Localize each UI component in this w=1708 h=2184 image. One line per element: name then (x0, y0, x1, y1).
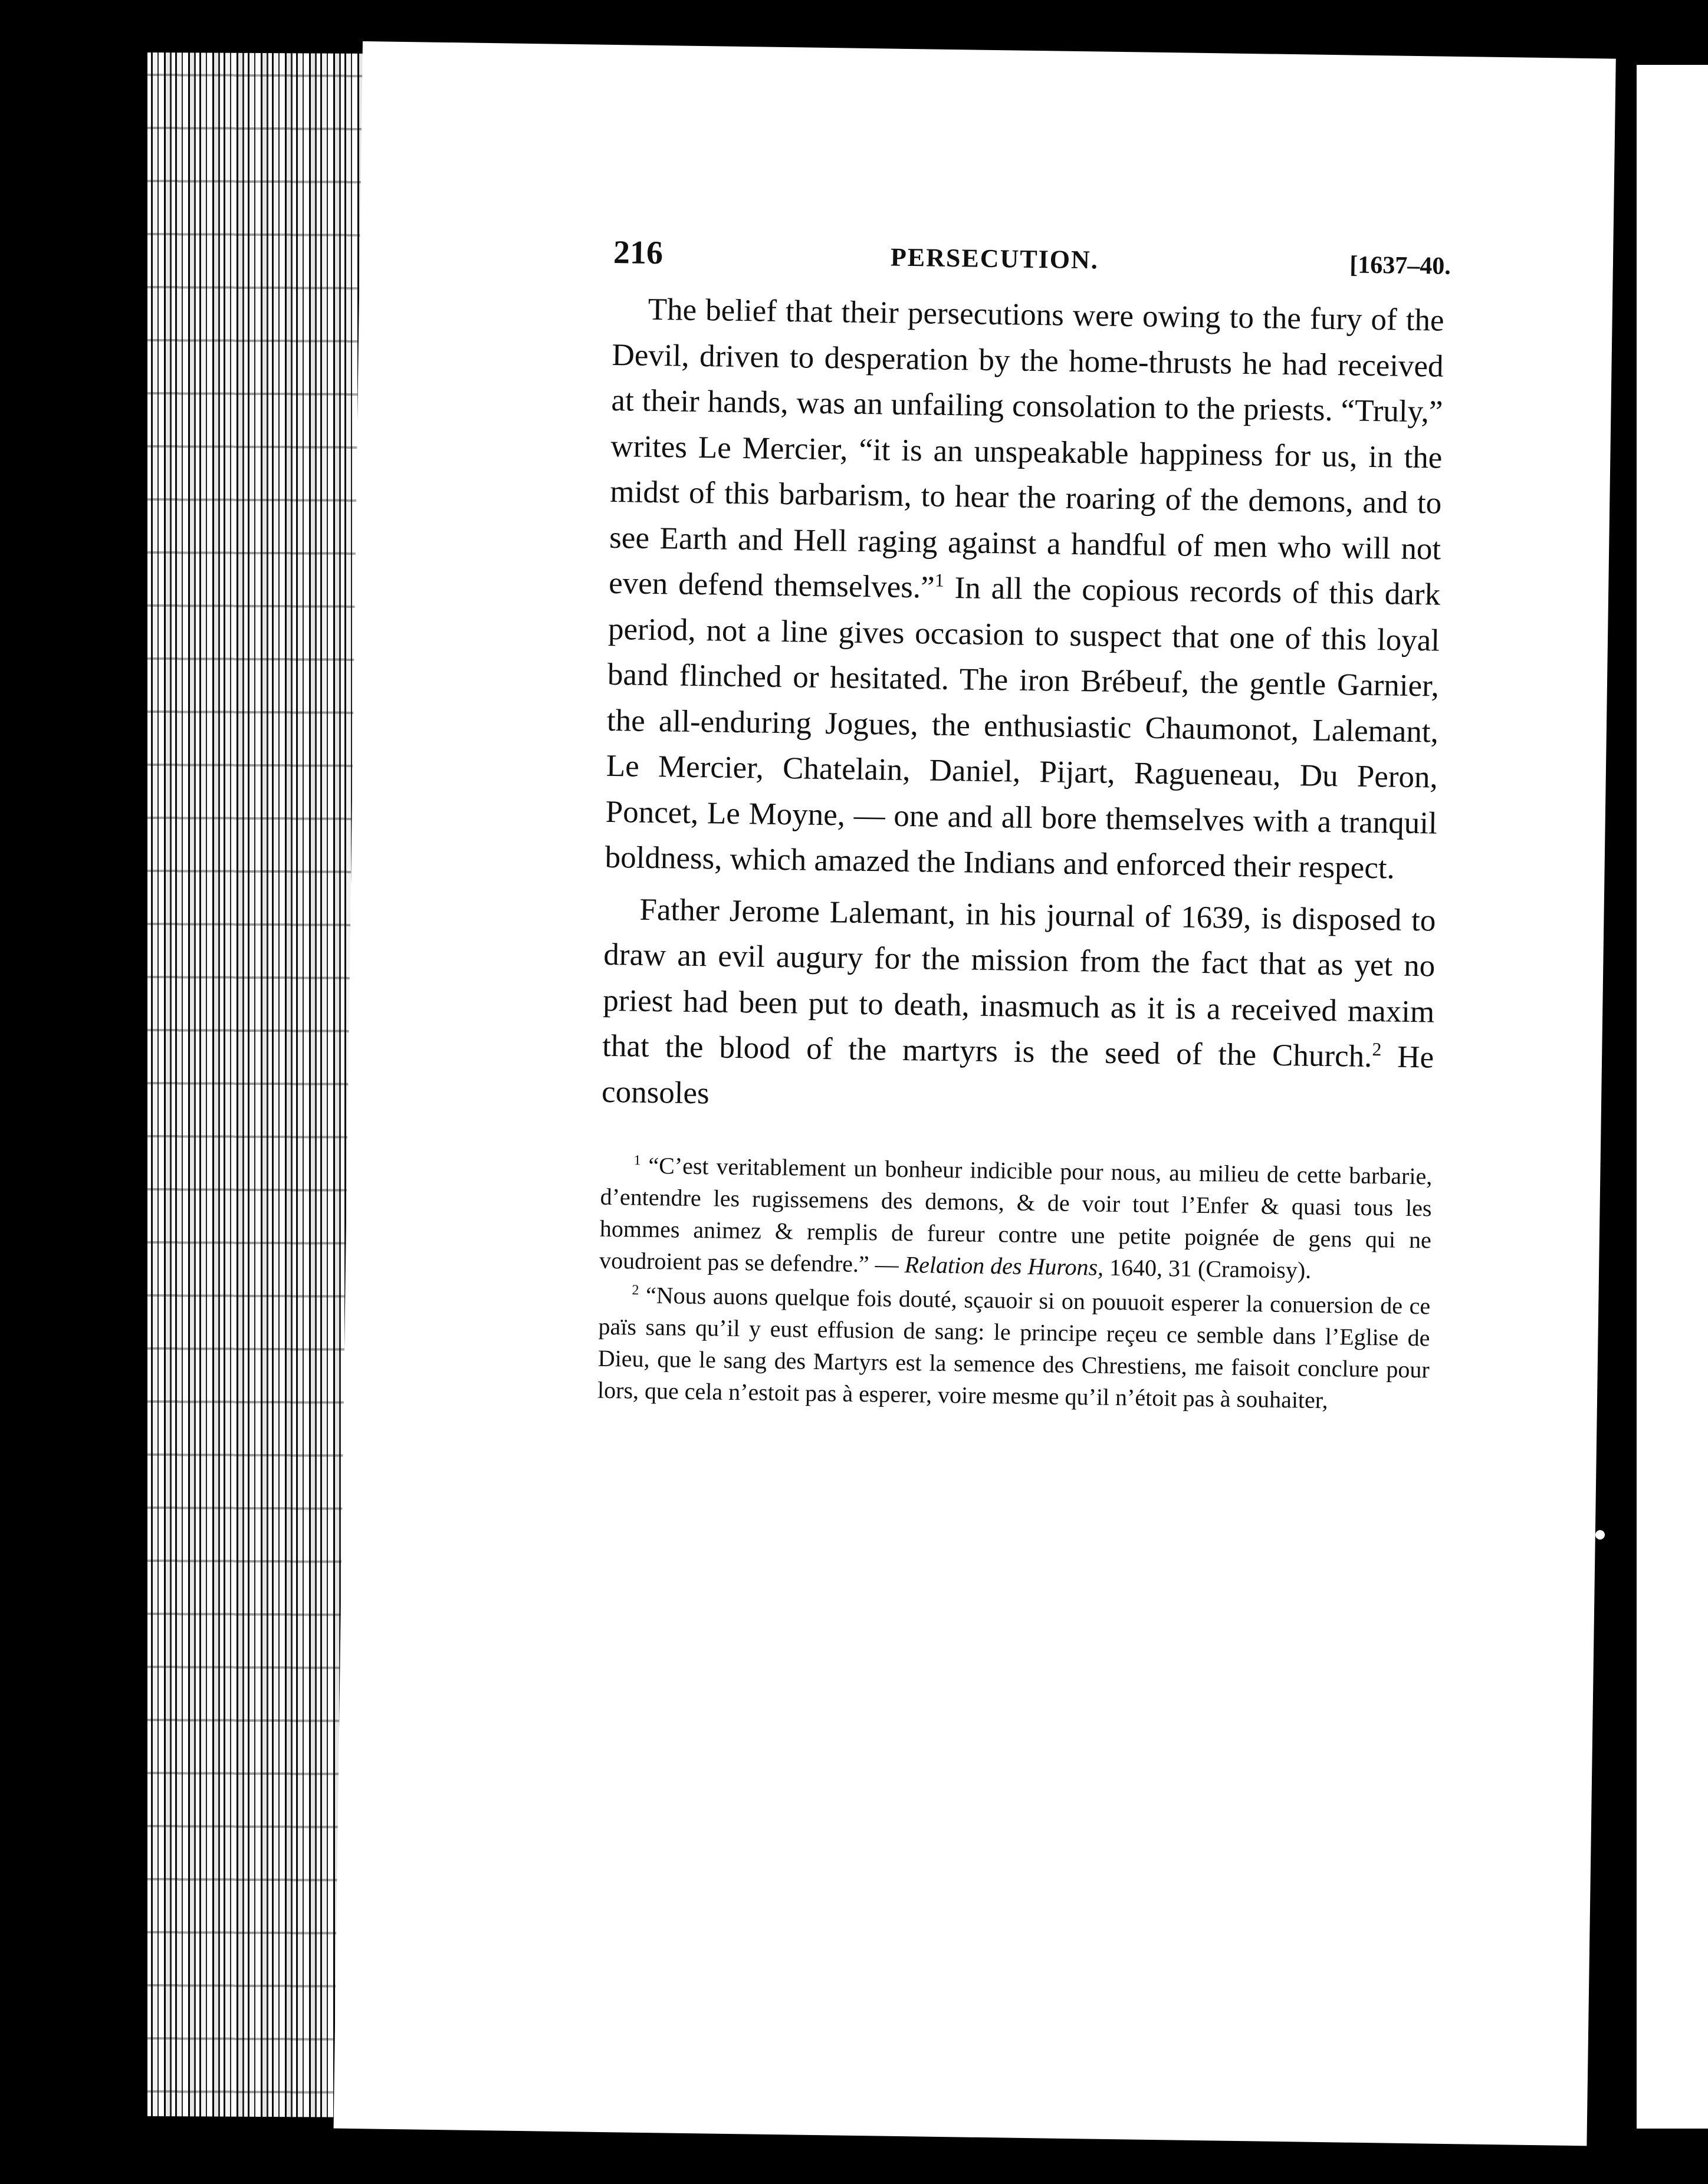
chapter-title: PERSECUTION. (890, 242, 1099, 275)
footnote-source: Relation des Hurons, (904, 1251, 1104, 1281)
footnote-ref: 2 (1372, 1038, 1382, 1060)
scan-speck (7, 825, 14, 833)
scan-speck (1595, 1530, 1605, 1540)
footnote-text: “Nous auons quelque fois douté, sçauoir si on pouuoit esperer la conuersion de ce païs sans qu’il y eust effusion de sang: le principe reçeu ce semble dans l’Eglise de Dieu, que le sang des Martyrs est la semence des Chrestiens, me faisoit conclure pour lors, que cela n’estoit pas à esperer, voire mesme qu’il n’étoit pas à souhaiter, (597, 1281, 1431, 1414)
paragraph-text: The belief that their persecutions were owing to the fury of the Devil, driven to desperation by the home-thrusts he had received at their hands, was an unfailing consolation to the priests. “Truly,” writes Le Mercier, “it is an unspeakable happiness for us, in the midst of this barbarism, to hear the roaring of the demons, and to see Earth and Hell raging against a handful of men who will not even defend themselves.” (608, 292, 1444, 605)
footnote-marker: 1 (633, 1153, 641, 1169)
footnote (599, 1149, 1433, 1288)
page-content (597, 233, 1451, 1417)
footnote-ref: 1 (934, 570, 944, 591)
footnote-marker: 2 (632, 1282, 639, 1298)
facing-page-edge (1637, 65, 1708, 2129)
paragraph (602, 886, 1436, 1126)
paragraph-text: In all the copious records of this dark period, not a line gives occasion to suspect that one of this loyal band flinched or hesitated. The iron Brébeuf, the gentle Garnier, the all-enduring Jogues, the enthusiastic Chaumonot, Lalemant, Le Mercier, Chatelain, Daniel, Pijart, Ragueneau, Du Peron, Poncet, Le Moyne, — one and all bore themselves with a tranquil boldness, which amazed the Indians and enforced their respect. (605, 570, 1441, 886)
facing-page-gutter (1619, 59, 1637, 2134)
book-page (334, 41, 1616, 2146)
footnote (597, 1279, 1431, 1418)
date-range: [1637–40. (1349, 251, 1451, 280)
footnote-text: 1640, 31 (Cramoisy). (1103, 1254, 1312, 1284)
page-number: 216 (613, 233, 664, 272)
footnote-text: “C’est veritablement un bonheur indicible pour nous, au milieu de cette barbarie, d’entendre les rugissemens des demons, & de voir tout l’Enfer & quasi tous les hommes animez & remplis de fureur contre une petite poignée de gens qui ne voudroient pas se defendre.” — (599, 1152, 1433, 1278)
scan-speck (12, 318, 18, 324)
footnotes (597, 1149, 1433, 1418)
paragraph-text: Father Jerome Lalemant, in his journal of 1639, is disposed to draw an evil augury for the mission from the fact that as yet no priest had been put to death, inasmuch as it is a received maxim that the blood of the martyrs is the seed of the Church. (602, 892, 1436, 1074)
paragraph-text: He consoles (601, 1040, 1434, 1110)
paragraph (605, 287, 1444, 892)
